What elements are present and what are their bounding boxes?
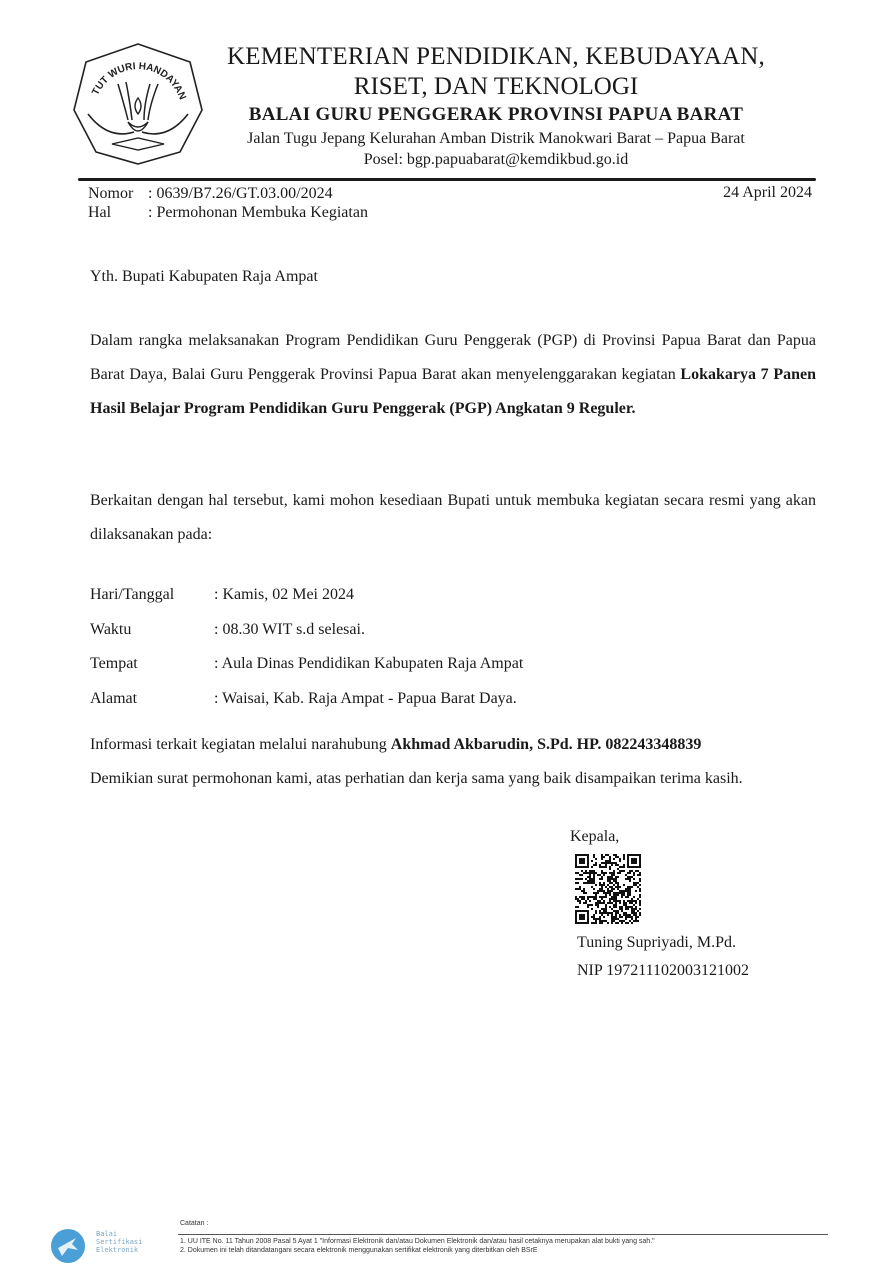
letterhead-divider — [78, 178, 816, 181]
detail-label: Tempat — [90, 655, 138, 673]
event-name: Lokakarya 7 Panen Hasil Belajar Program Pendidikan Guru Penggerak (PGP) Angkatan 9 Reguler — [90, 366, 816, 417]
ministry-name-line1: KEMENTERIAN PENDIDIKAN, KEBUDAYAAN, — [227, 43, 765, 70]
qr-code-icon — [575, 854, 641, 924]
footer-note-2: 2. Dokumen ini telah ditandatangani secara elektronik menggunakan sertifikat elektronik yang diterbitkan oleh BSrE — [180, 1247, 538, 1254]
institution-email: Posel: bgp.papuabarat@kemdikbud.go.id — [363, 151, 629, 168]
hal-label: Hal — [88, 204, 112, 221]
signer-name: Tuning Supriyadi, M.Pd. — [577, 934, 736, 951]
hal-value: : Permohonan Membuka Kegiatan — [148, 204, 368, 221]
paragraph-intro — [90, 324, 816, 426]
paragraph-request: Berkaitan dengan hal tersebut, kami mohon kesediaan Bupati untuk membuka kegiatan secara resmi yang akan dilaksanakan pada: — [90, 492, 816, 543]
detail-value: : Kamis, 02 Mei 2024 — [214, 586, 354, 604]
detail-row — [90, 613, 523, 648]
contact-person: Akhmad Akbarudin, S.Pd. HP. 082243348839 — [390, 736, 702, 753]
paragraph-intro-end: . — [631, 400, 636, 417]
bsre-logo-icon — [50, 1228, 86, 1264]
nomor-label: Nomor — [88, 185, 134, 202]
contact-info — [90, 736, 701, 754]
detail-row — [90, 682, 523, 717]
detail-value: : 08.30 WIT s.d selesai. — [214, 620, 365, 638]
detail-label: Hari/Tanggal — [90, 586, 175, 604]
detail-label: Alamat — [90, 689, 138, 707]
signature-title: Kepala, — [570, 828, 620, 845]
letter-meta — [88, 184, 368, 222]
contact-info-text: Informasi terkait kegiatan melalui narahubung — [90, 736, 391, 753]
footer-notes — [180, 1237, 655, 1255]
letterhead — [216, 42, 776, 170]
institution-address: Jalan Tugu Jepang Kelurahan Amban Distrik Manokwari Barat – Papua Barat — [247, 130, 745, 147]
svg-text:TUT WURI HANDAYANI: TUT WURI HANDAYAN — [90, 61, 188, 102]
footer-note-1: 1. UU ITE No. 11 Tahun 2008 Pasal 5 Ayat 1 "Informasi Elektronik dan/atau Dokumen Elektronik dan/atau hasil cetaknya merupakan alat bukti yang sah." — [180, 1238, 655, 1245]
detail-label: Waktu — [90, 620, 132, 638]
detail-row — [90, 578, 523, 613]
tut-wuri-handayani-logo — [68, 40, 208, 168]
nomor-value: : 0639/B7.26/GT.03.00/2024 — [148, 185, 333, 202]
event-details — [90, 578, 523, 716]
detail-row — [90, 647, 523, 682]
ministry-name-line2: RISET, DAN TEKNOLOGI — [353, 73, 639, 100]
signer-nip: NIP 197211102003121002 — [577, 962, 749, 979]
bsre-name: Balai Sertifikasi Elektronik — [96, 1230, 143, 1254]
detail-value: : Waisai, Kab. Raja Ampat - Papua Barat Daya. — [214, 689, 517, 707]
footer-divider — [178, 1234, 828, 1235]
recipient: Yth. Bupati Kabupaten Raja Ampat — [90, 268, 318, 285]
paragraph-intro-text: Dalam rangka melaksanakan Program Pendidikan Guru Penggerak (PGP) di Provinsi Papua Barat dan Papua Barat Daya, Balai Guru Penggerak Provinsi Papua Barat akan menyelenggarakan kegiatan — [90, 332, 816, 383]
detail-value: : Aula Dinas Pendidikan Kabupaten Raja Ampat — [214, 655, 524, 673]
institution-name: BALAI GURU PENGGERAK PROVINSI PAPUA BARAT — [248, 104, 744, 125]
footer-note-title: Catatan : — [180, 1220, 209, 1227]
emblem-icon — [68, 40, 208, 168]
letter-date: 24 April 2024 — [723, 184, 812, 201]
closing-sentence: Demikian surat permohonan kami, atas perhatian dan kerja sama yang baik disampaikan terima kasih. — [90, 770, 743, 787]
